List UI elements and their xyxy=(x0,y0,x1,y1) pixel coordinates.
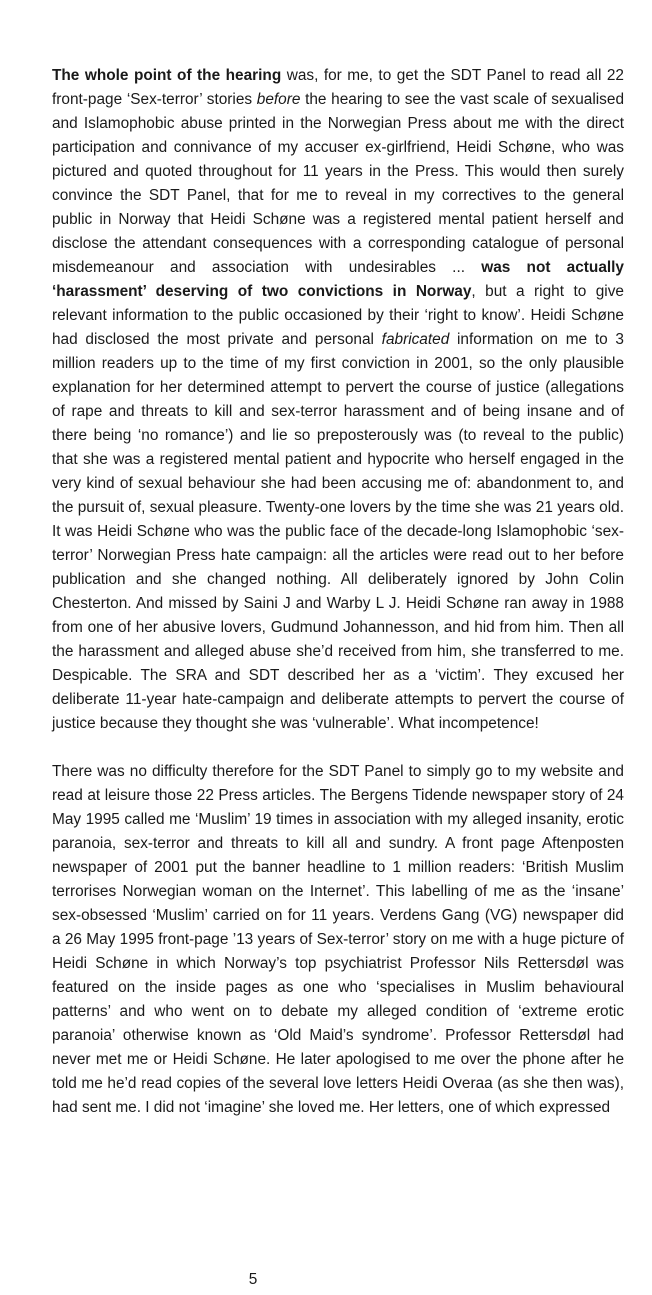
page-number xyxy=(0,1270,652,1290)
bold-phrase: was not actually ‘harassment’ deserving of two convictions in Norway xyxy=(52,259,624,300)
italic-phrase: before xyxy=(256,91,301,108)
bold-phrase: The whole point of the hearing xyxy=(52,67,282,84)
paragraph-press-articles: There was no difficulty therefore for the SDT Panel to simply go to my website and read at leisure those 22 Press articles. The Bergens Tidende newspaper story of 24 May 1995 called me ‘Muslim’ 19 times in association with my alleged insanity, erotic paranoia, sex-terror and threats to kill all and sundry. A front page Aftenposten newspaper of 2001 put the banner headline to 1 million readers: ‘British Muslim terrorises Norwegian woman on the Internet’. This labelling of me as the ‘insane’ sex-obsessed ‘Muslim’ carried on for 11 years. Verdens Gang (VG) newspaper did a 26 May 1995 front-page ’13 years of Sex-terror’ story on me with a huge picture of Heidi Schøne in which Norway’s top psychiatrist Professor Nils Rettersdøl was featured on the inside pages as one who ‘specialises in Muslim behavioural patterns’ and who went on to debate my alleged condition of ‘extreme erotic paranoia’ otherwise known as ‘Old Maid’s syndrome’. Professor Rettersdøl had never met me or Heidi Schøne. He later apologised to me over the phone after he told me he’d read copies of the several love letters Heidi Overaa (as she then was), had sent me. I did not ‘imagine’ she loved me. Her letters, one of which expressed xyxy=(52,763,624,1116)
page-number-text: 5 xyxy=(248,1271,258,1288)
document-page xyxy=(52,64,624,1120)
text-run: the hearing to see the vast scale of sexualised and Islamophobic abuse printed in the Norwegian Press about me with the direct participation and connivance of my accuser ex-girlfriend, Heidi Schøne, who was pictured and quoted throughout for 11 years in the Press. This would then surely convince the SDT Panel, that for me to reveal in my correctives to the general public in Norway that Heidi Schøne was a registered mental patient herself and disclose the attendant consequences with a corresponding catalogue of personal misdemeanour and association with undesirables ... xyxy=(52,91,624,276)
text-run: was, for me, to get the SDT Panel to read all 22 front-page ‘Sex-terror’ stories xyxy=(52,67,624,108)
text-run: information on me to 3 million readers up to the time of my first conviction in 2001, so the only plausible explanation for her determined attempt to pervert the course of justice (allegations of rape and threats to kill and sex-terror harassment and of being insane and of there being ‘no romance’) and lie so preposterously was (to reveal to the public) that she was a registered mental patient and hypocrite who herself engaged in the very kind of sexual behaviour she had been accusing me of: abandonment to, and the pursuit of, sexual pleasure. Twenty-one lovers by the time she was 21 years old. It was Heidi Schøne who was the public face of the decade-long Islamophobic ‘sex-terror’ Norwegian Press hate campaign: all the articles were read out to her before publication and she changed nothing. All deliberately ignored by John Colin Chesterton. And missed by Saini J and Warby L J. Heidi Schøne ran away in 1988 from one of her abusive lovers, Gudmund Johannesson, and hid from him. Then all the harassment and alleged abuse she’d received from him, she transferred to me. Despicable. The SRA and SDT described her as a ‘victim’. They excused her deliberate 11-year hate-campaign and deliberate attempts to pervert the course of justice because they thought she was ‘vulnerable’. What incompetence! xyxy=(52,331,624,732)
paragraph-hearing xyxy=(52,64,624,736)
text-run: , but a right to give relevant information to the public occasioned by their ‘right to know’. Heidi Schøne had disclosed the most private and personal xyxy=(52,283,624,348)
italic-phrase: fabricated xyxy=(381,331,450,348)
